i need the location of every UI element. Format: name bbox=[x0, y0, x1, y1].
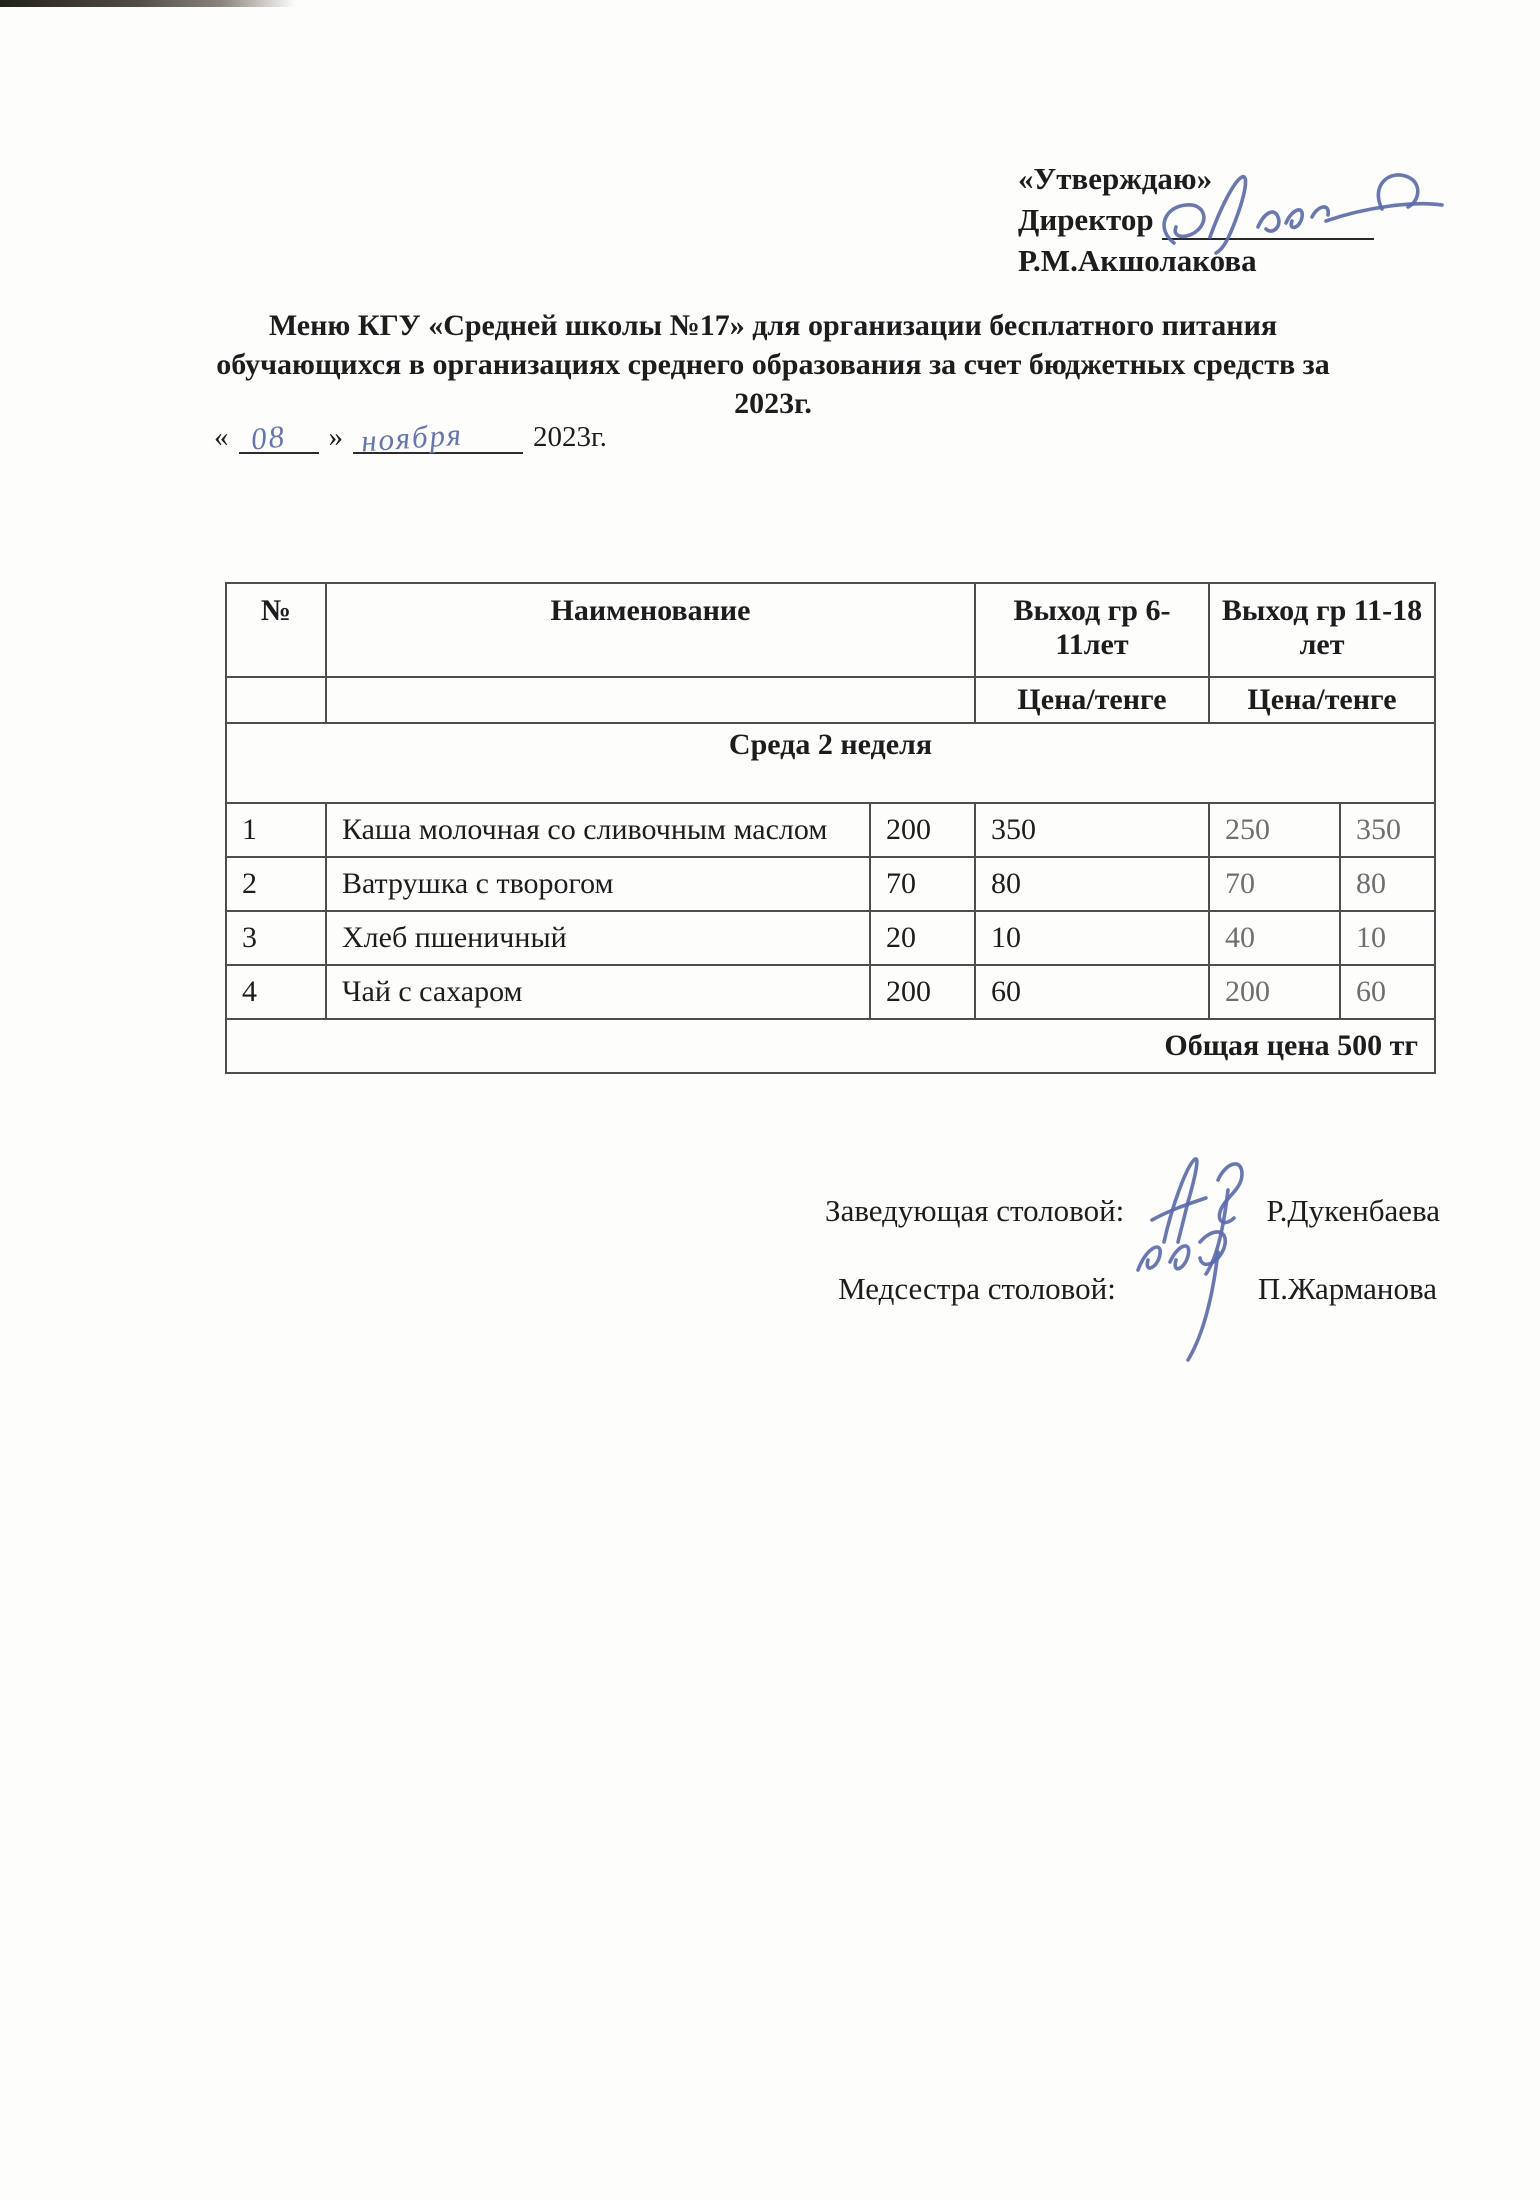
row-out-6-11: 200 bbox=[870, 965, 975, 1019]
title-line-3: 2023г. bbox=[734, 387, 812, 420]
date-day-slot bbox=[239, 414, 319, 457]
row-out-11-18: 40 bbox=[1209, 911, 1340, 965]
table-row bbox=[226, 803, 1435, 857]
date-year: 2023г. bbox=[533, 421, 607, 453]
signature-label: Заведующая столовой: bbox=[825, 1193, 1125, 1228]
week-title: Среда 2 неделя bbox=[226, 723, 1435, 803]
title-line-1: Меню КГУ «Средней школы №17» для организации бесплатного питания bbox=[268, 309, 1278, 342]
signature-name: Р.Дукенбаева bbox=[1266, 1193, 1440, 1228]
total-row bbox=[226, 1019, 1435, 1073]
row-price-6-11: 350 bbox=[975, 803, 1209, 857]
table-row bbox=[226, 911, 1435, 965]
menu-table bbox=[225, 582, 1436, 1074]
approval-name: Р.М.Акшолакова bbox=[1018, 243, 1257, 278]
row-price-11-18: 80 bbox=[1340, 857, 1435, 911]
total-price: Общая цена 500 тг bbox=[226, 1019, 1435, 1073]
approval-role-line bbox=[1018, 199, 1448, 240]
date-quote-open: « bbox=[214, 421, 229, 453]
signature-name: П.Жарманова bbox=[1257, 1271, 1437, 1306]
row-name: Чай с сахаром bbox=[326, 965, 870, 1019]
row-price-6-11: 10 bbox=[975, 911, 1209, 965]
row-price-11-18: 10 bbox=[1340, 911, 1435, 965]
title-line-2: обучающихся в организациях среднего образования за счет бюджетных средств за bbox=[216, 348, 1330, 381]
signature-row-nurse bbox=[838, 1248, 1437, 1330]
approval-stamp: «Утверждаю» bbox=[1018, 161, 1213, 196]
table-row bbox=[226, 857, 1435, 911]
row-out-11-18: 250 bbox=[1209, 803, 1340, 857]
row-out-11-18: 70 bbox=[1209, 857, 1340, 911]
col-header-out-11-18: Выход гр 11-18 лет bbox=[1209, 583, 1435, 677]
row-out-6-11: 20 bbox=[870, 911, 975, 965]
row-out-11-18: 200 bbox=[1209, 965, 1340, 1019]
approval-role: Директор bbox=[1018, 202, 1154, 237]
col-header-out-6-11: Выход гр 6-11лет bbox=[975, 583, 1209, 677]
row-price-11-18: 350 bbox=[1340, 803, 1435, 857]
nurse-signature bbox=[1122, 1214, 1252, 1364]
scan-artifact bbox=[0, 0, 295, 7]
document-title bbox=[168, 306, 1378, 423]
date-line bbox=[214, 408, 607, 459]
col-header-num: № bbox=[226, 583, 326, 677]
date-month-slot bbox=[353, 414, 523, 459]
row-price-6-11: 60 bbox=[975, 965, 1209, 1019]
price-header-11-18: Цена/тенге bbox=[1209, 677, 1435, 723]
table-row bbox=[226, 965, 1435, 1019]
row-num: 3 bbox=[226, 911, 326, 965]
row-price-11-18: 60 bbox=[1340, 965, 1435, 1019]
handwritten-day: 08 bbox=[248, 418, 288, 457]
row-num: 4 bbox=[226, 965, 326, 1019]
handwritten-month: ноября bbox=[359, 416, 465, 459]
signature-underline bbox=[1162, 206, 1374, 240]
week-title-row bbox=[226, 723, 1435, 803]
signature-label: Медсестра столовой: bbox=[838, 1271, 1116, 1306]
empty-cell bbox=[326, 677, 975, 723]
header-row-2 bbox=[226, 677, 1435, 723]
price-header-6-11: Цена/тенге bbox=[975, 677, 1209, 723]
row-name: Каша молочная со сливочным маслом bbox=[326, 803, 870, 857]
row-out-6-11: 70 bbox=[870, 857, 975, 911]
approval-block bbox=[1018, 158, 1448, 281]
row-num: 2 bbox=[226, 857, 326, 911]
row-name: Ватрушка с творогом bbox=[326, 857, 870, 911]
col-header-name: Наименование bbox=[326, 583, 975, 677]
row-num: 1 bbox=[226, 803, 326, 857]
date-quote-close: » bbox=[328, 421, 343, 453]
empty-cell bbox=[226, 677, 326, 723]
row-out-6-11: 200 bbox=[870, 803, 975, 857]
row-name: Хлеб пшеничный bbox=[326, 911, 870, 965]
row-price-6-11: 80 bbox=[975, 857, 1209, 911]
header-row-1 bbox=[226, 583, 1435, 677]
